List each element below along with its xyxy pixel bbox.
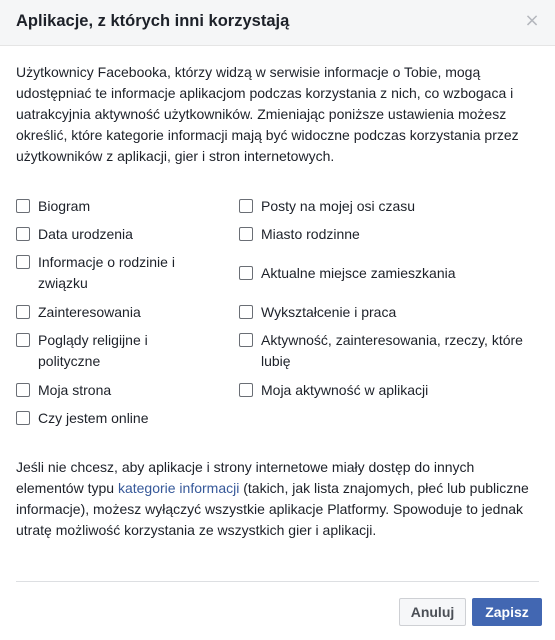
intro-text: Użytkownicy Facebooka, którzy widzą w serwisie informacje o Tobie, mogą udostępniać te informacje aplikacjom podczas korzystania z nich, co wzbogaca i uatrakcyjnia aktywność użytkowników. Zmieniając poniższe ustawienia możesz określić, które kategorie informacji mają być widoczne podczas korzystania przez użytkowników z aplikacji, gier i stron internetowych. <box>16 64 519 164</box>
dialog-title: Aplikacje, z których inni korzystają <box>16 12 290 30</box>
option-label: Informacje o rodzinie i związku <box>38 254 175 291</box>
info-categories-link[interactable]: kategorie informacji <box>117 480 240 496</box>
option-label: Poglądy religijne i polityczne <box>38 332 148 369</box>
outro-text <box>16 457 541 541</box>
option-label: Zainteresowania <box>38 304 141 320</box>
checkbox[interactable] <box>239 383 253 397</box>
option-label: Posty na mojej osi czasu <box>261 198 416 214</box>
checkbox[interactable] <box>239 227 253 241</box>
checkbox[interactable] <box>239 305 253 319</box>
option-label: Moja strona <box>38 382 112 398</box>
close-icon[interactable]: × <box>524 10 540 31</box>
checkbox[interactable] <box>239 199 253 213</box>
checkbox[interactable] <box>16 305 30 319</box>
option-interests[interactable] <box>16 302 226 323</box>
option-label: Aktywność, zainteresowania, rzeczy, które lubię <box>261 332 523 369</box>
option-app-activity[interactable] <box>239 380 539 401</box>
option-religious-political[interactable] <box>16 330 176 372</box>
checkbox[interactable] <box>16 227 30 241</box>
outro-text-start: Jeśli nie chcesz, aby aplikacje i strony internetowe miały dostęp do innych elementów typu <box>16 459 475 496</box>
option-label: Data urodzenia <box>38 226 133 242</box>
option-label: Czy jestem online <box>38 410 149 426</box>
checkbox[interactable] <box>16 411 30 425</box>
option-hometown[interactable] <box>239 224 539 245</box>
option-label: Biogram <box>38 198 91 214</box>
dialog-header <box>0 0 555 46</box>
footer-divider <box>16 581 539 582</box>
option-education-work[interactable] <box>239 302 539 323</box>
checkbox[interactable] <box>239 266 253 280</box>
option-timeline-posts[interactable] <box>239 196 539 217</box>
option-label: Wykształcenie i praca <box>261 304 397 320</box>
option-birthdate[interactable] <box>16 224 226 245</box>
option-current-city[interactable] <box>239 263 539 284</box>
cancel-button[interactable]: Anuluj <box>399 598 466 626</box>
checkbox[interactable] <box>16 333 30 347</box>
checkbox[interactable] <box>16 199 30 213</box>
option-family-relationship[interactable] <box>16 252 196 294</box>
checkbox[interactable] <box>16 255 30 269</box>
checkbox[interactable] <box>16 383 30 397</box>
option-my-page[interactable] <box>16 380 226 401</box>
option-online-status[interactable] <box>16 408 226 429</box>
option-label: Miasto rodzinne <box>261 226 360 242</box>
option-activities-likes[interactable] <box>239 330 541 372</box>
outro-text-end: (takich, jak lista znajomych, płeć lub publiczne informacje), możesz wyłączyć wszystkie aplikacje Platformy. Spowoduje to jednak utratę możliwość korzystania ze wszystkich gier i aplikacji. <box>16 480 529 538</box>
option-biogram[interactable] <box>16 196 226 217</box>
option-label: Aktualne miejsce zamieszkania <box>261 265 456 281</box>
save-button[interactable]: Zapisz <box>472 598 542 626</box>
checkbox[interactable] <box>239 333 253 347</box>
option-label: Moja aktywność w aplikacji <box>261 382 429 398</box>
